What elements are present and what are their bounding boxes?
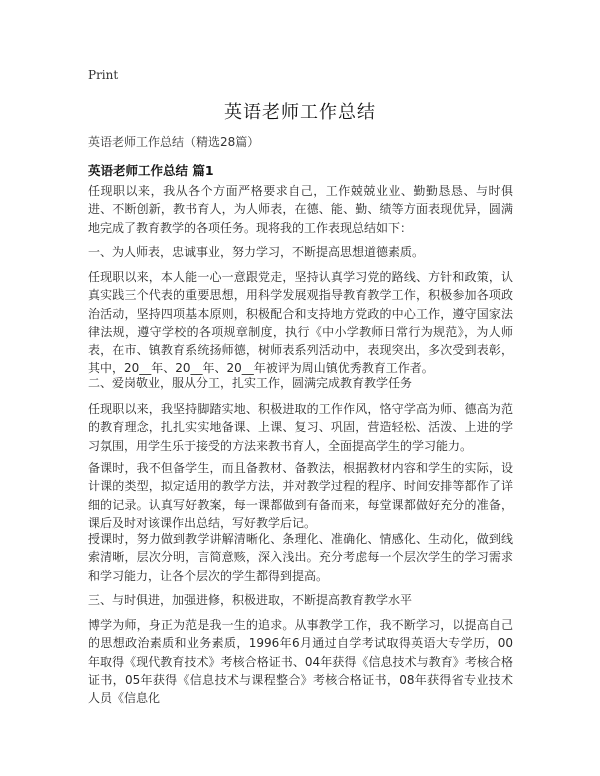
paragraph-body-1: 任现职以来，本人能一心一意跟党走，坚持认真学习党的路线、方针和政策，认真实践三个代表的重要思想，用科学发展观指导教育教学工作，积极参加各项政治活动，坚持四项基本原则，积极配合和支持地方党政的中心工作，遵守国家法律法规，遵守学校的各项规章制度，执行《中小学教师日常行为规范》，为人师表，在市、镇教育系统扬师德，树师表系列活动中，表现突出，多次受到表彰，其中，20__年、20__年、20__年被评为周山镇优秀教育工作者。 bbox=[88, 270, 513, 376]
document-subtitle: 英语老师工作总结（精选28篇） bbox=[88, 135, 260, 149]
page-title: 英语老师工作总结 bbox=[224, 102, 376, 123]
paragraph-heading-1: 一、为人师表，忠诚事业，努力学习，不断提高思想道德素质。 bbox=[88, 245, 425, 259]
paragraph-body-2: 任现职以来，我坚持脚踏实地、积极进取的工作作风，恪守学高为师、德高为范的教育理念，扎扎实实地备课、上课、复习、巩固，营造轻松、活泼、上进的学习氛围，用学生乐于接受的方法来教书育人，全面提高学生的学习能力。 bbox=[88, 402, 513, 453]
paragraph-heading-2: 二、爱岗敬业，服从分工，扎实工作，圆满完成教育教学任务 bbox=[88, 376, 413, 390]
paragraph-body-4: 授课时，努力做到教学讲解清晰化、条理化、准确化、情感化、生动化，做到线索清晰，层次分明，言简意赅，深入浅出。充分考虑每一个层次学生的学习需求和学习能力，让各个层次的学生都得到提高。 bbox=[88, 532, 513, 583]
paragraph-body-5: 博学为师，身正为范是我一生的追求。从事教学工作，我不断学习，以提高自己的思想政治素质和业务素质，1996年6月通过自学考试取得英语大专学历，00年取得《现代教育技术》考核合格证书、04年获得《信息技术与教育》考核合格证书，05年获得《信息技术与课程整合》考核合格证书，08年获得省专业技术人员《信息化 bbox=[88, 618, 513, 706]
paragraph-heading-3: 三、与时俱进，加强进修，积极进取，不断提高教育教学水平 bbox=[88, 593, 413, 607]
paragraph-body-3: 备课时，我不但备学生，而且备教材、备教法，根据教材内容和学生的实际，设计课的类型，拟定适用的教学方法，并对教学过程的程序、时间安排等都作了详细的记录。认真写好教案，每一课都做到有备而来，每堂课都做好充分的准备，课后及时对该课作出总结，写好教学后记。 bbox=[88, 461, 513, 530]
paragraph-intro: 任现职以来，我从各个方面严格要求自己，工作兢兢业业、勤勤恳恳、与时俱进、不断创新，教书育人，为人师表，在德、能、勤、绩等方面表现优异，圆满地完成了教育教学的各项任务。现将我的工作表现总结如下： bbox=[88, 184, 513, 235]
section-heading: 英语老师工作总结 篇1 bbox=[88, 163, 214, 178]
print-label[interactable]: Print bbox=[88, 68, 119, 82]
